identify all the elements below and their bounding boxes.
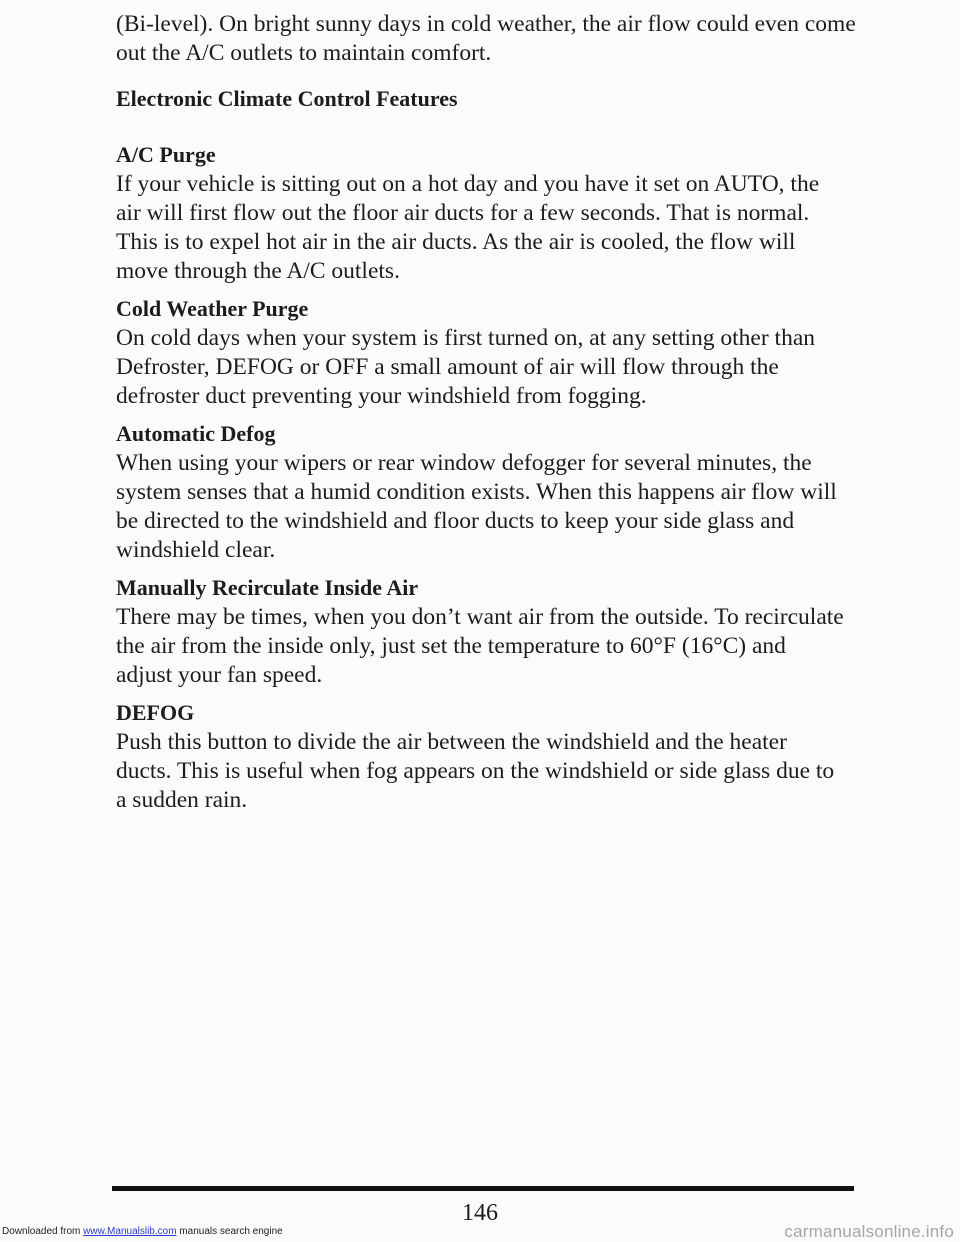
section-heading: Cold Weather Purge bbox=[116, 296, 309, 321]
footer-prefix: Downloaded from bbox=[2, 1226, 84, 1237]
section-automatic-defog bbox=[116, 419, 846, 565]
section-body: On cold days when your system is first turned on, at any setting other than Defroster, DEFOG or OFF a small amount of air will flow through the defroster duct preventing your windshield from fogging. bbox=[116, 325, 815, 409]
section-heading: Automatic Defog bbox=[116, 421, 276, 446]
section-ac-purge bbox=[116, 140, 846, 286]
main-heading: Electronic Climate Control Features bbox=[116, 86, 458, 111]
manualslib-link[interactable]: www.Manualslib.com bbox=[83, 1226, 177, 1237]
section-heading: DEFOG bbox=[116, 700, 195, 725]
section-heading: A/C Purge bbox=[116, 142, 216, 167]
page-number: 146 bbox=[462, 1200, 498, 1226]
watermark: carmanualsonline.info bbox=[784, 1222, 954, 1241]
section-cold-weather-purge bbox=[116, 294, 846, 411]
intro-paragraph: (Bi-level). On bright sunny days in cold weather, the air flow could even come out the A/C outlets to maintain comfort. bbox=[116, 11, 856, 66]
section-body: Push this button to divide the air between the windshield and the heater ducts. This is useful when fog appears on the windshield or side glass due to a sudden rain. bbox=[116, 729, 835, 813]
section-body: When using your wipers or rear window defogger for several minutes, the system senses that a humid condition exists. When this happens air flow will be directed to the windshield and floor ducts to keep your side glass and windshield clear. bbox=[116, 450, 837, 563]
footer-rule bbox=[112, 1186, 854, 1191]
section-manually-recirculate bbox=[116, 573, 846, 690]
section-body: There may be times, when you don’t want air from the outside. To recirculate the air from the inside only, just set the temperature to 60°F (16°C) and adjust your fan speed. bbox=[116, 604, 844, 688]
section-defog bbox=[116, 698, 846, 815]
download-footer bbox=[2, 1226, 283, 1237]
page-content bbox=[116, 140, 846, 823]
section-heading: Manually Recirculate Inside Air bbox=[116, 575, 419, 600]
section-body: If your vehicle is sitting out on a hot day and you have it set on AUTO, the air will first flow out the floor air ducts for a few seconds. That is normal. This is to expel hot air in the air ducts. As the air is cooled, the flow will move through the A/C outlets. bbox=[116, 171, 820, 284]
footer-suffix: manuals search engine bbox=[176, 1226, 283, 1237]
